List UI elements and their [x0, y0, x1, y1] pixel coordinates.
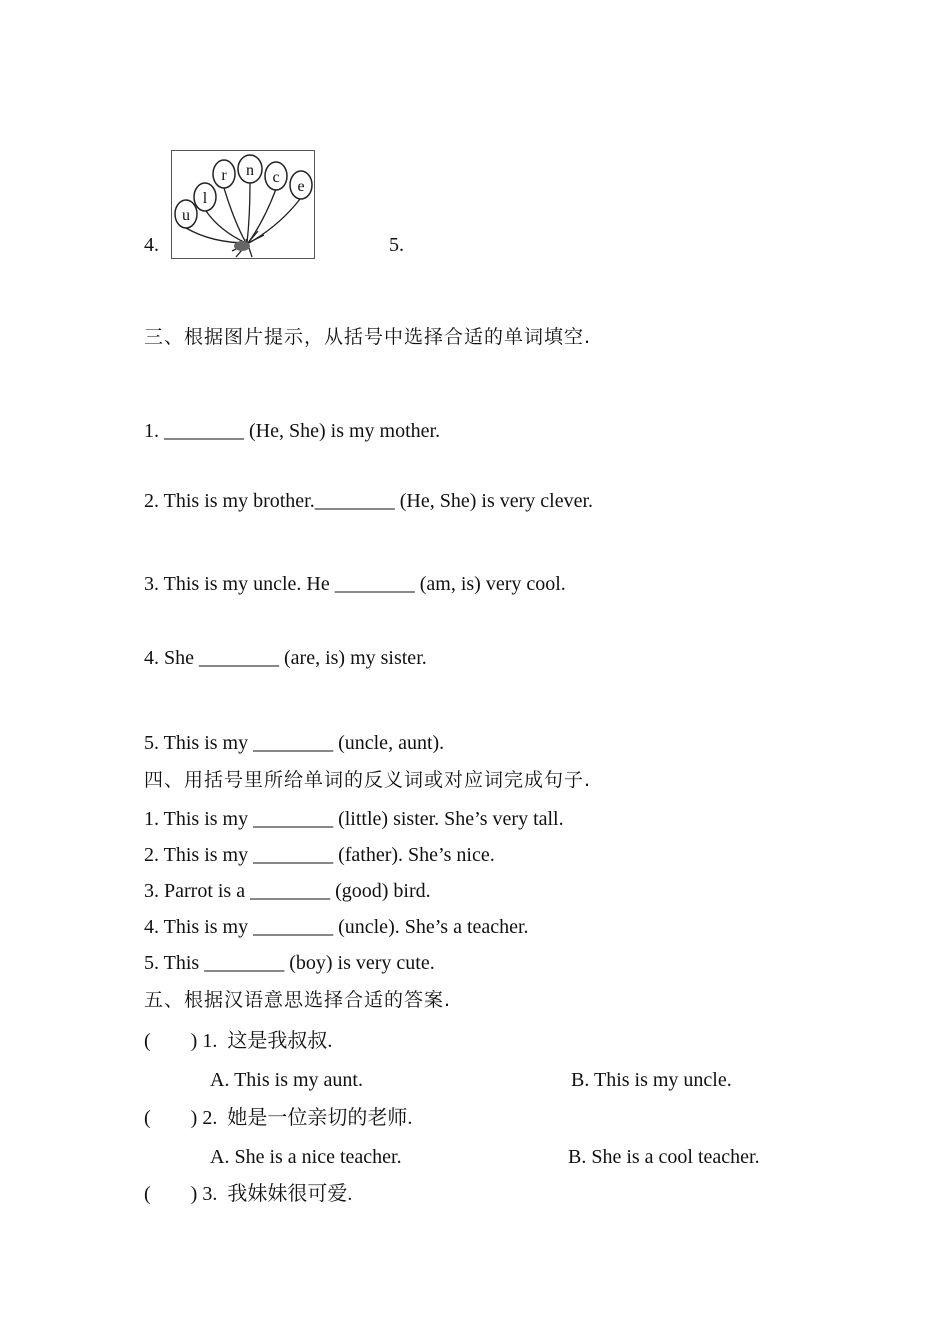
section-3-item-4: 4. She ________ (are, is) my sister. — [144, 647, 427, 669]
section-4-title: 四、用括号里所给单词的反义词或对应词完成句子. — [144, 769, 592, 791]
item-4-label: 4. — [144, 234, 159, 256]
balloon-letter: l — [202, 190, 208, 207]
question-1-option-a: A. This is my aunt. — [210, 1069, 363, 1091]
section-3-item-3: 3. This is my uncle. He ________ (am, is) very cool. — [144, 573, 566, 595]
question-1-stem: ( ) 1. 这是我叔叔. — [144, 1030, 333, 1052]
balloon-letter: c — [272, 169, 280, 186]
question-2-stem: ( ) 2. 她是一位亲切的老师. — [144, 1107, 413, 1129]
section-3-item-1: 1. ________ (He, She) is my mother. — [144, 420, 441, 442]
section-5-title: 五、根据汉语意思选择合适的答案. — [144, 989, 452, 1011]
section-4-item-2: 2. This is my ________ (father). She’s nice. — [144, 844, 495, 866]
balloon-picture — [171, 150, 315, 259]
section-3-item-2: 2. This is my brother.________ (He, She) is very clever. — [144, 490, 594, 512]
question-2-option-b: B. She is a cool teacher. — [568, 1146, 760, 1168]
balloon-letter: u — [182, 207, 190, 224]
item-5-label: 5. — [389, 234, 404, 256]
section-3-title: 三、根据图片提示，从括号中选择合适的单词填空. — [144, 326, 592, 348]
balloons-icon — [172, 151, 314, 258]
question-1-option-b: B. This is my uncle. — [571, 1069, 732, 1091]
balloon-letter: n — [246, 162, 254, 179]
question-3-stem: ( ) 3. 我妹妹很可爱. — [144, 1183, 353, 1205]
section-4-item-5: 5. This ________ (boy) is very cute. — [144, 952, 435, 974]
section-3-item-5: 5. This is my ________ (uncle, aunt). — [144, 732, 445, 754]
section-4-item-1: 1. This is my ________ (little) sister. She’s very tall. — [144, 808, 564, 830]
balloon-letter: r — [221, 167, 227, 184]
section-4-item-4: 4. This is my ________ (uncle). She’s a teacher. — [144, 916, 529, 938]
section-4-item-3: 3. Parrot is a ________ (good) bird. — [144, 880, 431, 902]
balloon-letter: e — [297, 178, 305, 195]
question-2-option-a: A. She is a nice teacher. — [210, 1146, 402, 1168]
